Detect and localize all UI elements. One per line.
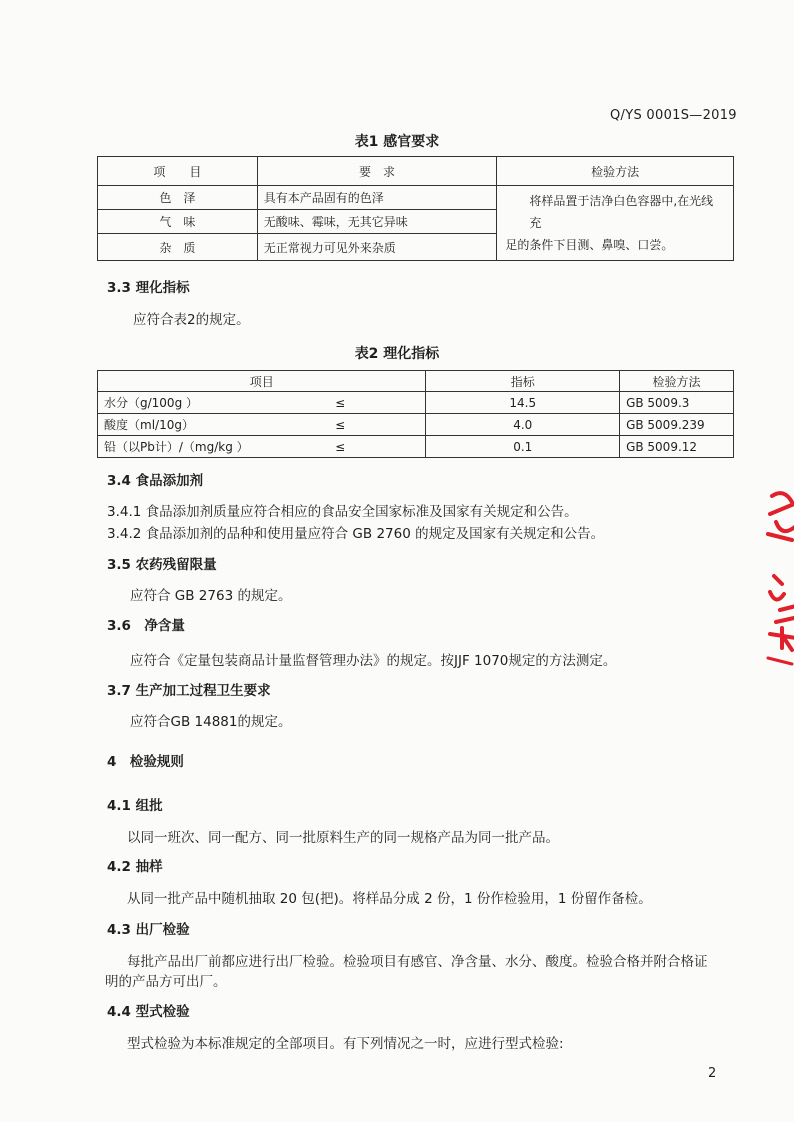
table2-operator: ≤ <box>329 414 426 436</box>
table1-header-method: 检验方法 <box>497 157 734 186</box>
table1-item: 气 味 <box>98 210 258 234</box>
table1-requirement: 无酸味、霉味，无其它异味 <box>257 210 497 234</box>
table2-value: 0.1 <box>426 436 620 458</box>
table2-method: GB 5009.12 <box>620 436 734 458</box>
table1-header-item: 项 目 <box>98 157 258 186</box>
section-4-4-text: 型式检验为本标准规定的全部项目。有下列情况之一时，应进行型式检验: <box>127 1036 564 1052</box>
table2-value: 4.0 <box>426 414 620 436</box>
table2-operator: ≤ <box>329 436 426 458</box>
table-row <box>98 436 734 458</box>
seal-stamp <box>762 488 794 668</box>
table2-caption: 表2 理化指标 <box>354 346 440 362</box>
section-4-3-line-1: 每批产品出厂前都应进行出厂检验。检验项目有感官、净含量、水分、酸度。检验合格并附合格证 <box>127 954 708 970</box>
section-4-heading: 4 检验规则 <box>107 754 184 770</box>
table1-header-requirement: 要 求 <box>257 157 497 186</box>
table2-item: 酸度（ml/10g） <box>98 414 330 436</box>
section-3-4-2-text: 3.4.2 食品添加剂的品种和使用量应符合 GB 2760 的规定及国家有关规定和公告。 <box>107 526 605 542</box>
table2-header-value: 指标 <box>426 371 620 392</box>
section-4-3-line-2: 明的产品方可出厂。 <box>105 974 227 990</box>
table1-item: 杂 质 <box>98 234 258 261</box>
section-4-1-text: 以同一班次、同一配方、同一批原料生产的同一规格产品为同一批产品。 <box>127 830 559 846</box>
section-3-3-text: 应符合表2的规定。 <box>133 312 250 328</box>
table2-operator: ≤ <box>329 392 426 414</box>
section-3-7-text: 应符合GB 14881的规定。 <box>130 714 292 730</box>
physicochemical-table <box>97 370 734 458</box>
table2-method: GB 5009.3 <box>620 392 734 414</box>
table2-method: GB 5009.239 <box>620 414 734 436</box>
page-number: 2 <box>708 1066 717 1081</box>
table2-item: 铅（以Pb计）/（mg/kg ） <box>98 436 330 458</box>
table1-requirement: 具有本产品固有的色泽 <box>257 186 497 210</box>
section-4-2-text: 从同一批产品中随机抽取 20 包(把)。将样品分成 2 份，1 份作检验用，1 份留作备检。 <box>127 891 652 907</box>
standard-code: Q/YS 0001S—2019 <box>610 108 737 123</box>
table-row <box>98 414 734 436</box>
table1-requirement: 无正常视力可见外来杂质 <box>257 234 497 261</box>
section-3-6-text: 应符合《定量包装商品计量监督管理办法》的规定。按JJF 1070规定的方法测定。 <box>130 653 617 669</box>
section-4-4-heading: 4.4 型式检验 <box>107 1004 190 1020</box>
section-3-4-heading: 3.4 食品添加剂 <box>107 473 204 489</box>
method-line-2: 足的条件下目测、鼻嗅、口尝。 <box>505 238 674 252</box>
section-3-4-1-text: 3.4.1 食品添加剂质量应符合相应的食品安全国家标准及国家有关规定和公告。 <box>107 504 578 520</box>
section-3-3-heading: 3.3 理化指标 <box>107 280 190 296</box>
sensory-table <box>97 156 734 261</box>
table2-header-item: 项目 <box>98 371 426 392</box>
table2-header-method: 检验方法 <box>620 371 734 392</box>
section-3-5-heading: 3.5 农药残留限量 <box>107 557 217 573</box>
section-4-1-heading: 4.1 组批 <box>107 798 163 814</box>
table2-value: 14.5 <box>426 392 620 414</box>
section-3-5-text: 应符合 GB 2763 的规定。 <box>130 588 292 604</box>
section-3-7-heading: 3.7 生产加工过程卫生要求 <box>107 683 271 699</box>
section-4-2-heading: 4.2 抽样 <box>107 859 163 875</box>
table1-item: 色 泽 <box>98 186 258 210</box>
table2-item: 水分（g/100g ） <box>98 392 330 414</box>
section-3-6-heading: 3.6 净含量 <box>107 618 185 634</box>
table1-caption: 表1 感官要求 <box>354 134 440 150</box>
table1-method <box>497 186 734 261</box>
section-4-3-heading: 4.3 出厂检验 <box>107 922 190 938</box>
table-row <box>98 392 734 414</box>
table-row <box>98 186 734 210</box>
method-line-1: 将样品置于洁净白色容器中,在光线充 <box>529 194 714 230</box>
